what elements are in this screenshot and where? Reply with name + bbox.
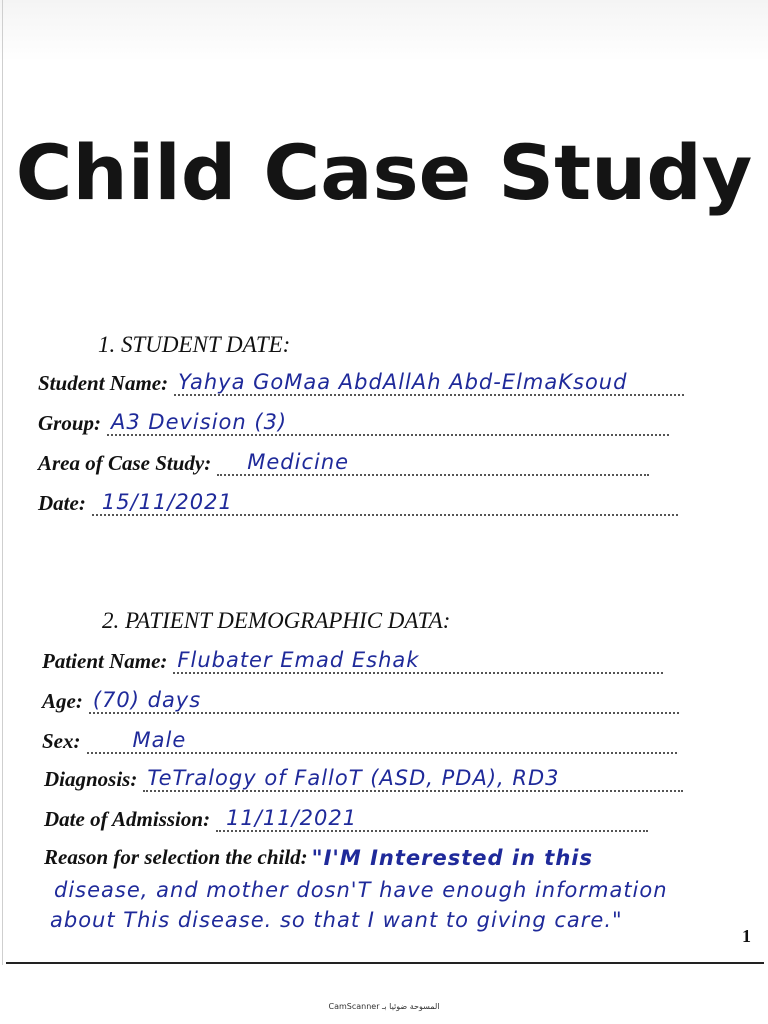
student-name-label: Student Name: <box>38 371 169 395</box>
area-field <box>217 452 649 476</box>
reason-label: Reason for selection the child: <box>44 845 308 869</box>
date-row <box>38 486 678 516</box>
group-row <box>38 406 669 436</box>
student-name-row <box>38 366 684 396</box>
group-label: Group: <box>38 411 102 435</box>
admission-row <box>44 802 648 832</box>
diagnosis-field <box>143 768 683 792</box>
page-number: 1 <box>742 926 751 946</box>
admission-label: Date of Admission: <box>44 807 211 831</box>
student-name-field <box>174 372 684 396</box>
section-heading-patient: 2. PATIENT DEMOGRAPHIC DATA: <box>102 608 451 633</box>
group-value: A3 Devision (3) <box>111 410 288 434</box>
admission-field <box>216 808 648 832</box>
diagnosis-value: TeTralogy of FalloT (ASD, PDA), RD3 <box>147 766 560 790</box>
reason-line-2: disease, and mother dosn'T have enough information <box>54 878 668 902</box>
sex-row <box>42 724 677 754</box>
patient-name-label: Patient Name: <box>42 649 168 673</box>
diagnosis-row <box>44 762 683 792</box>
sex-label: Sex: <box>42 729 81 753</box>
age-value: (70) days <box>92 688 202 712</box>
bottom-rule <box>6 962 764 964</box>
age-field <box>89 690 679 714</box>
sex-field <box>87 730 677 754</box>
sex-value: Male <box>132 728 187 752</box>
age-label: Age: <box>42 689 83 713</box>
date-value: 15/11/2021 <box>101 490 233 514</box>
student-name-value: Yahya GoMaa AbdAllAh Abd-ElmaKsoud <box>178 370 628 394</box>
admission-value: 11/11/2021 <box>226 806 358 830</box>
age-row <box>42 684 679 714</box>
patient-name-row <box>42 644 663 674</box>
section-heading-student: 1. STUDENT DATE: <box>98 332 291 357</box>
patient-name-field <box>173 650 663 674</box>
page-title: Child Case Study <box>15 128 753 217</box>
diagnosis-label: Diagnosis: <box>44 767 138 791</box>
area-label: Area of Case Study: <box>38 451 212 475</box>
area-row <box>38 446 649 476</box>
reason-line-3: about This disease. so that I want to giving care." <box>50 908 623 932</box>
scanner-watermark: CamScanner المسوحة ضوئيا بـ <box>328 1002 440 1011</box>
reason-row <box>44 840 593 870</box>
patient-name-value: Flubater Emad Eshak <box>177 648 420 672</box>
group-field <box>107 412 669 436</box>
date-label: Date: <box>38 491 86 515</box>
area-value: Medicine <box>247 450 350 474</box>
reason-line-1: "I'M Interested in this <box>311 846 593 870</box>
date-field <box>92 492 678 516</box>
